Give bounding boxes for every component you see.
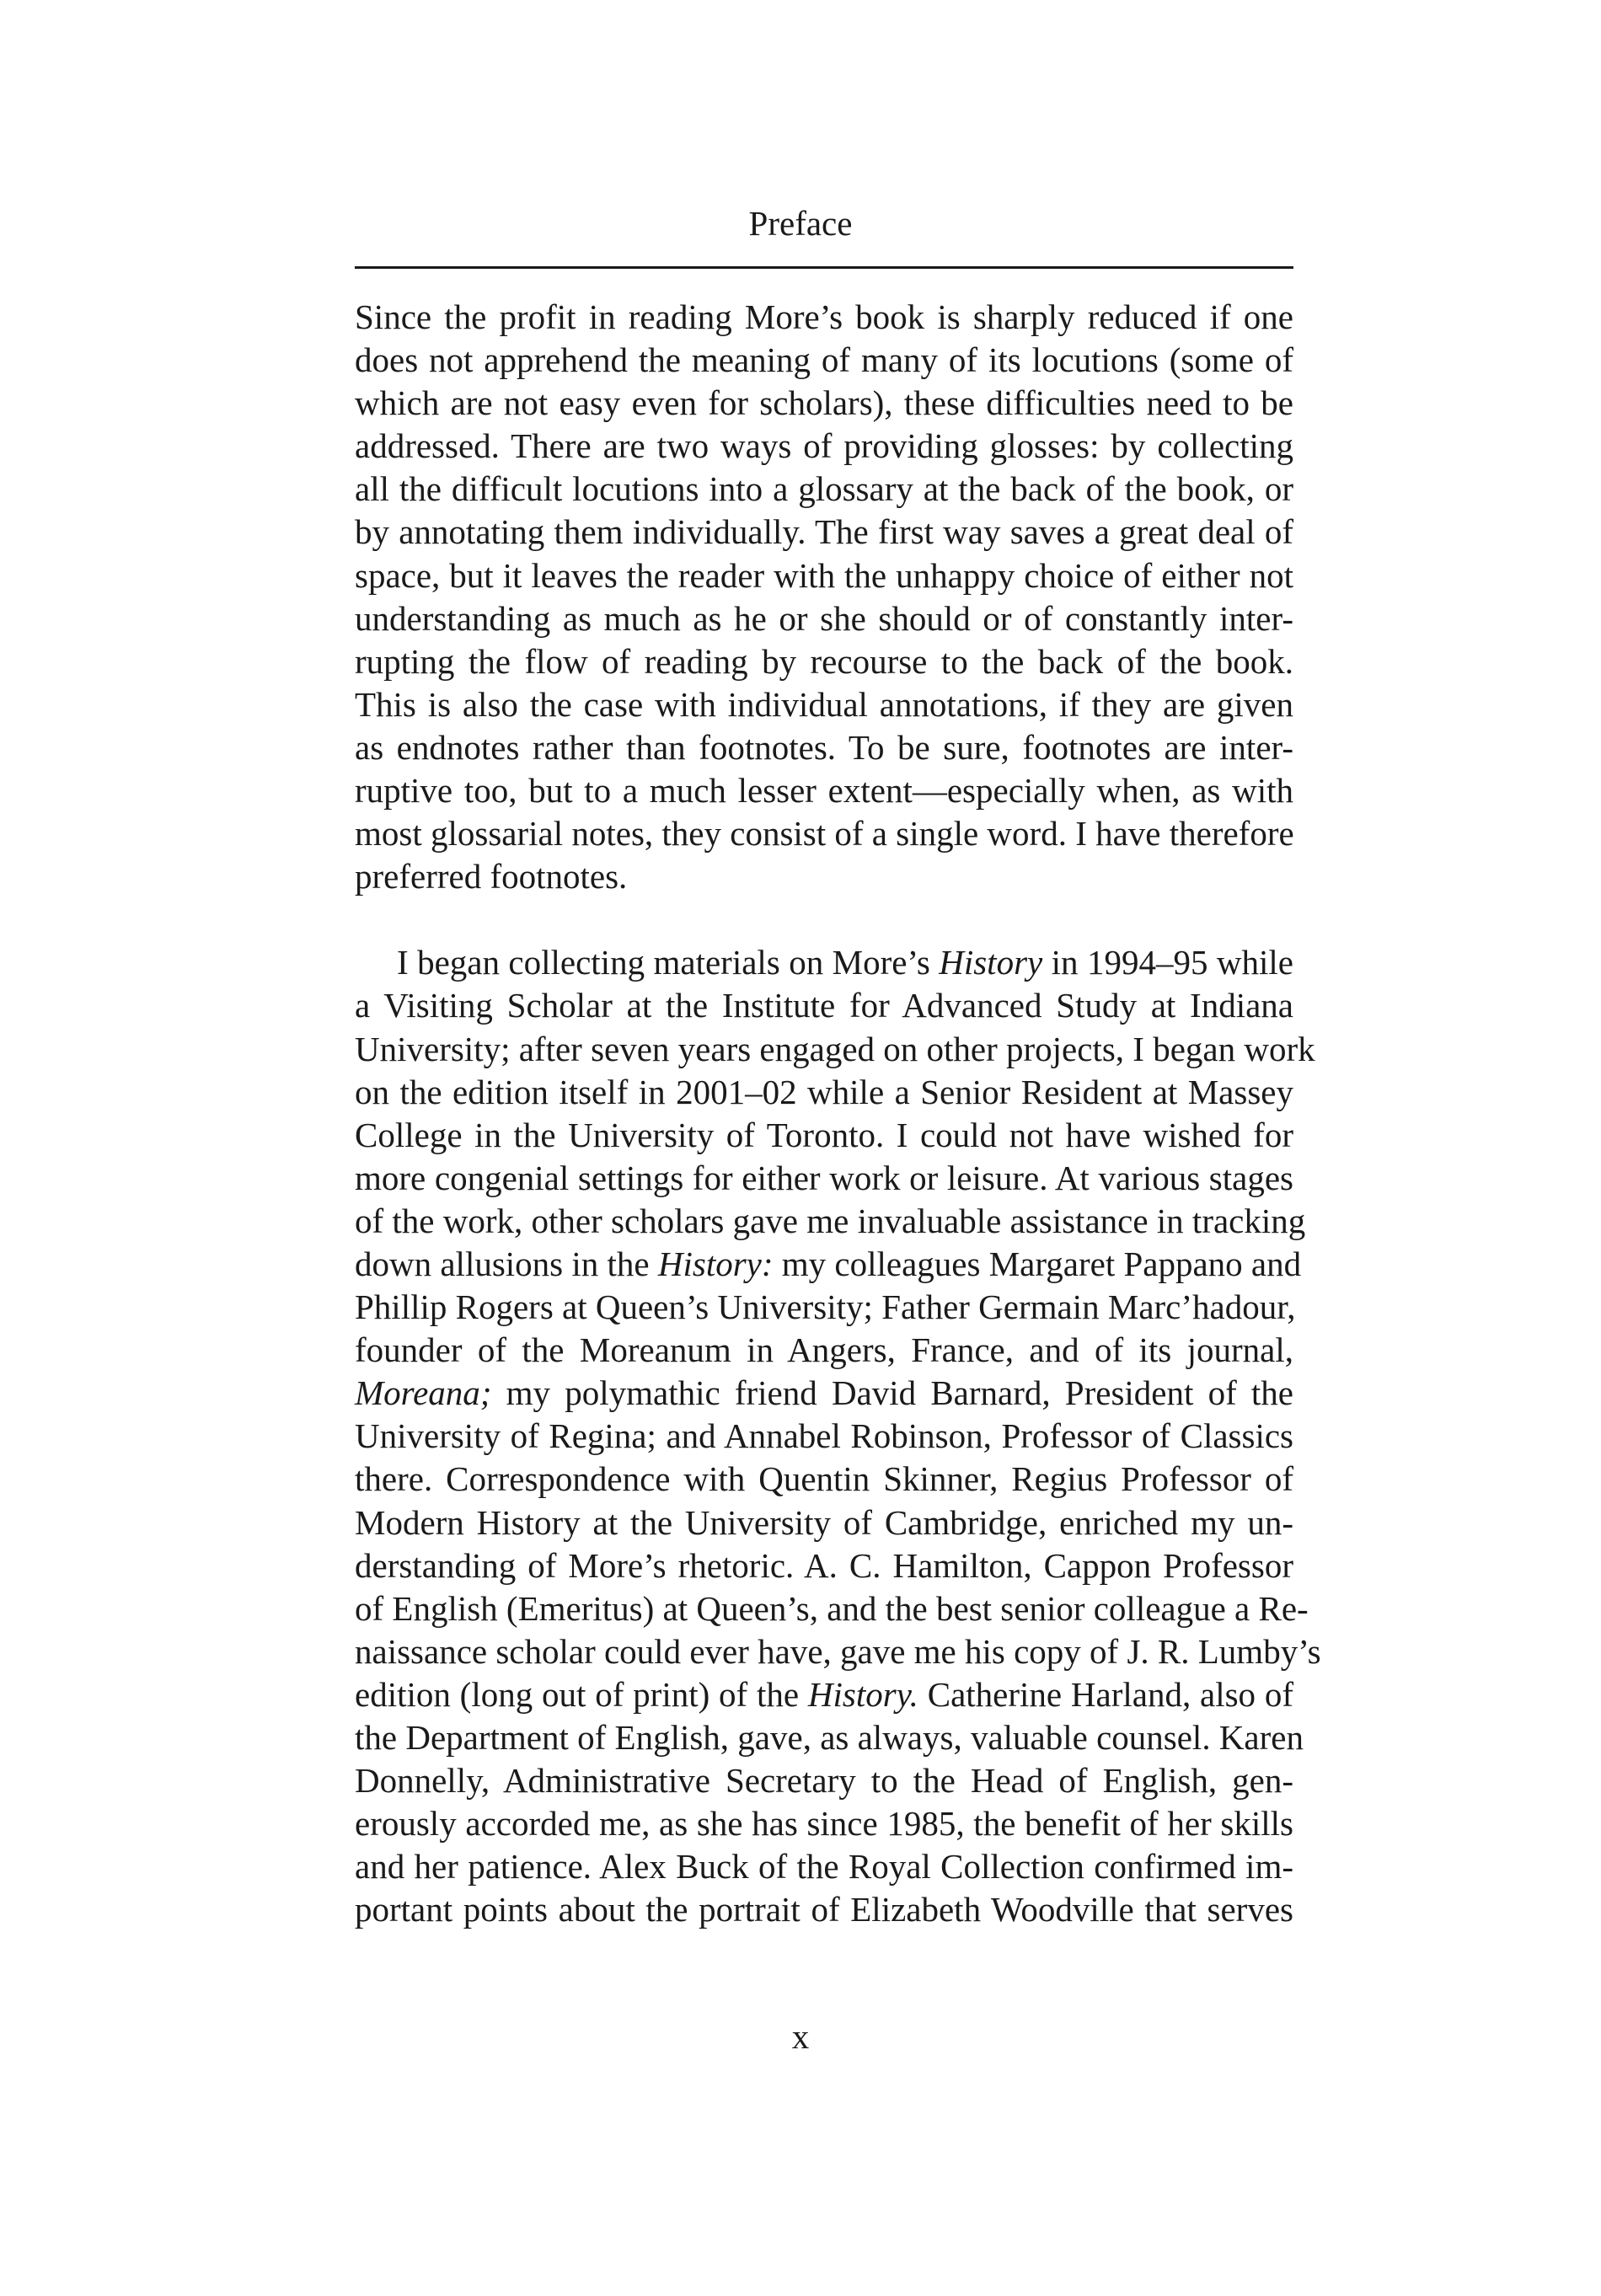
text-line: Donnelly, Administrative Secretary to the Head of English, gen-	[355, 1761, 1293, 1801]
text-line: Phillip Rogers at Queen’s University; Father Germain Marc’hadour,	[355, 1287, 1296, 1327]
text-run: down allusions in the	[355, 1244, 650, 1283]
text-line: understanding as much as he or she should or of constantly inter-	[355, 598, 1293, 638]
text-line: University; after seven years engaged on other projects, I began work	[355, 1029, 1315, 1068]
text-line: preferred footnotes.	[355, 857, 628, 896]
header-rule	[355, 266, 1293, 269]
text-line: founder of the Moreanum in Angers, France, and of its journal,	[355, 1330, 1293, 1370]
text-line: which are not easy even for scholars), these difficulties need to be	[355, 383, 1293, 423]
text-line: rupting the flow of reading by recourse to the back of the book.	[355, 641, 1293, 681]
page-number: x	[791, 2017, 810, 2056]
text-line: Since the profit in reading More’s book is sharply reduced if one	[355, 297, 1293, 336]
italic-title: Moreana;	[355, 1373, 492, 1413]
body-text	[355, 296, 1321, 1931]
text-line: University of Regina; and Annabel Robinson, Professor of Classics	[355, 1416, 1293, 1456]
text-line: most glossarial notes, they consist of a single word. I have therefore	[355, 814, 1294, 854]
text-line: space, but it leaves the reader with the unhappy choice of either not	[355, 555, 1293, 595]
text-run: Catherine Harland, also of	[927, 1674, 1294, 1714]
text-line: of the work, other scholars gave me invaluable assistance in tracking	[355, 1201, 1306, 1240]
text-line: naissance scholar could ever have, gave me his copy of J. R. Lumby’s	[355, 1631, 1321, 1671]
text-line: addressed. There are two ways of providing glosses: by collecting	[355, 426, 1293, 466]
text-line: erously accorded me, as she has since 1985, the benefit of her skills	[355, 1804, 1293, 1844]
text-line	[355, 1372, 1293, 1415]
text-line: as endnotes rather than footnotes. To be sure, footnotes are inter-	[355, 727, 1293, 767]
text-line: of English (Emeritus) at Queen’s, and the best senior colleague a Re-	[355, 1588, 1309, 1628]
text-line: the Department of English, gave, as always, valuable counsel. Karen	[355, 1718, 1304, 1757]
italic-title: History.	[807, 1674, 918, 1714]
text-line: does not apprehend the meaning of many of its locutions (some of	[355, 340, 1293, 380]
text-line: ruptive too, but to a much lesser extent—especially when, as with	[355, 771, 1293, 811]
text-line: more congenial settings for either work or leisure. At various stages	[355, 1158, 1293, 1197]
text-line	[355, 941, 1293, 984]
text-line: derstanding of More’s rhetoric. A. C. Hamilton, Cappon Professor	[355, 1545, 1293, 1585]
running-head-title: Preface	[748, 204, 853, 243]
text-line	[355, 1243, 1302, 1286]
text-line	[355, 1673, 1293, 1716]
text-line: a Visiting Scholar at the Institute for Advanced Study at Indiana	[355, 986, 1293, 1025]
italic-title: History:	[657, 1244, 774, 1283]
text-line: all the difficult locutions into a glossary at the back of the book, or	[355, 469, 1293, 509]
text-run: edition (long out of print) of the	[355, 1674, 800, 1714]
text-run: in 1994–95 while	[1051, 943, 1293, 982]
text-line: and her patience. Alex Buck of the Royal Collection confirmed im-	[355, 1847, 1293, 1887]
text-line: by annotating them individually. The first way saves a great deal of	[355, 512, 1293, 552]
text-run: my polymathic friend David Barnard, President of the	[506, 1373, 1293, 1413]
italic-title: History	[939, 943, 1043, 982]
paragraph-gap	[355, 898, 1293, 941]
text-line: portant points about the portrait of Elizabeth Woodville that serves	[355, 1890, 1293, 1929]
text-run: I began collecting materials on More’s	[397, 943, 930, 982]
text-line: Modern History at the University of Cambridge, enriched my un-	[355, 1502, 1293, 1542]
paragraph-1	[355, 296, 1293, 898]
text-line: there. Correspondence with Quentin Skinner, Regius Professor of	[355, 1459, 1293, 1499]
text-line: This is also the case with individual annotations, if they are given	[355, 684, 1293, 724]
paragraph-2	[355, 941, 1321, 1931]
text-run: my colleagues Margaret Pappano and	[781, 1244, 1302, 1283]
text-line: on the edition itself in 2001–02 while a Senior Resident at Massey	[355, 1072, 1293, 1111]
text-line: College in the University of Toronto. I could not have wished for	[355, 1115, 1293, 1154]
